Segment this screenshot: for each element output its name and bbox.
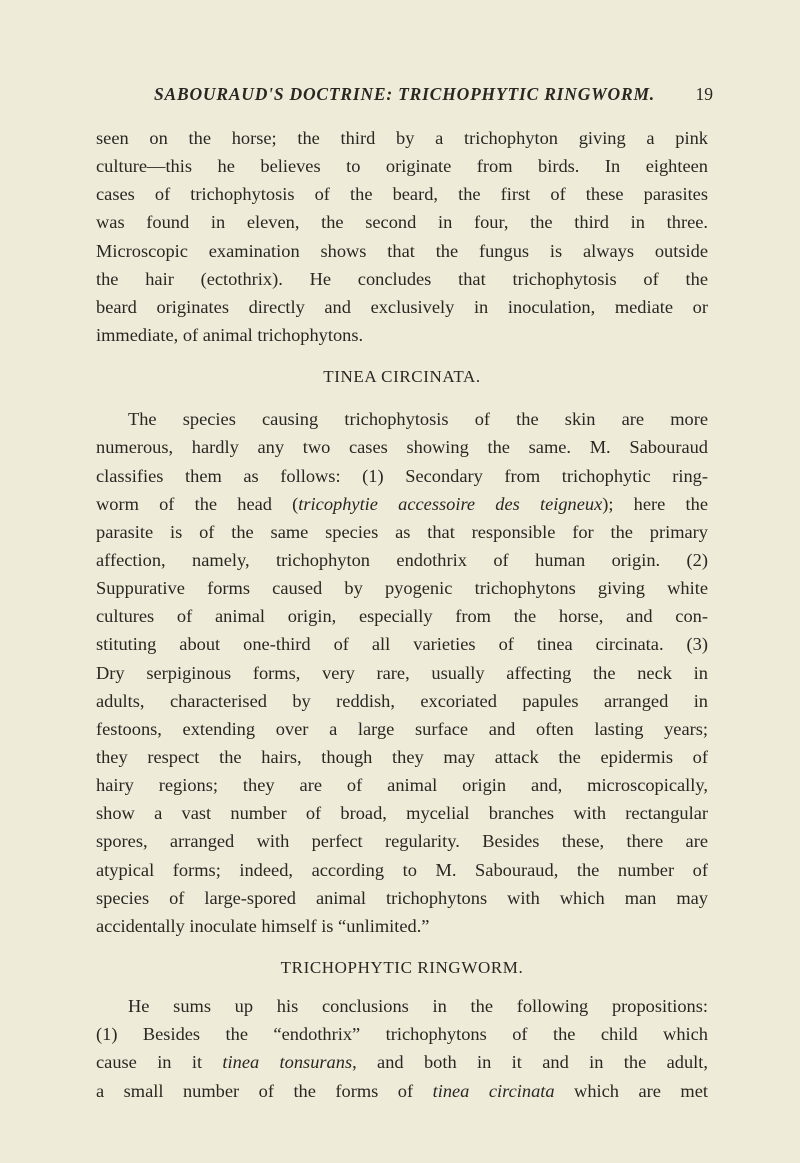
text-line: they respect the hairs, though they may attack the epidermis of [96, 746, 708, 767]
section-heading-trichophytic-ringworm: TRICHOPHYTIC RINGWORM. [280, 957, 524, 977]
running-title: SABOURAUD'S DOCTRINE: TRICHOPHYTIC RINGWORM. [154, 84, 655, 104]
page-header [96, 84, 713, 110]
text-line: was found in eleven, the second in four, the third in three. [96, 212, 708, 233]
text-line: classifies them as follows: (1) Secondary from trichophytic ring- [96, 465, 708, 486]
text-line: immediate, of animal trichophytons. [96, 324, 364, 345]
text-line: species of large-spored animal trichophytons with which man may [96, 887, 708, 908]
text-line: hairy regions; they are of animal origin and, microscopically, [96, 775, 708, 796]
text-line: adults, characterised by reddish, excoriated papules arranged in [96, 690, 708, 711]
italic-term: tinea tonsurans [222, 1052, 353, 1073]
text-line: stituting about one-third of all varieties of tinea circinata. (3) [96, 634, 708, 655]
text-line: cause in it tinea tonsurans, and both in it and in the adult, [96, 1052, 708, 1073]
text-line: affection, namely, trichophyton endothrix of human origin. (2) [96, 549, 708, 570]
text-line: cultures of animal origin, especially from the horse, and con- [96, 606, 708, 627]
page-body [96, 124, 708, 1105]
text-line: Dry serpiginous forms, very rare, usually affecting the neck in [96, 662, 708, 683]
text-line: Suppurative forms caused by pyogenic trichophytons giving white [96, 578, 708, 599]
paragraph-3 [96, 992, 708, 1105]
text-line: the hair (ectothrix). He concludes that trichophytosis of the [96, 268, 708, 289]
italic-term: tinea circinata [432, 1080, 555, 1101]
text-line: worm of the head (tricophytie accessoire des teigneux); here the [96, 493, 708, 514]
text-line: beard originates directly and exclusively in inoculation, mediate or [96, 296, 708, 317]
text-line: show a vast number of broad, mycelial branches with rectangular [96, 803, 708, 824]
text-line: parasite is of the same species as that responsible for the primary [96, 521, 708, 542]
text-line: accidentally inoculate himself is “unlimited.” [96, 915, 430, 936]
text-line: festoons, extending over a large surface and often lasting years; [96, 718, 708, 739]
text-line: (1) Besides the “endothrix” trichophytons of the child which [96, 1024, 708, 1045]
section-heading-tinea-circinata: TINEA CIRCINATA. [323, 367, 481, 387]
text-line: numerous, hardly any two cases showing the same. M. Sabouraud [96, 437, 708, 458]
italic-term: tricophytie accessoire des teigneux [298, 493, 603, 514]
text-line: atypical forms; indeed, according to M. Sabouraud, the number of [96, 859, 708, 880]
page-number: 19 [695, 84, 713, 104]
text-line: He sums up his conclusions in the following propositions: [128, 996, 708, 1017]
paragraph-2 [96, 405, 708, 940]
text-line: The species causing trichophytosis of the skin are more [128, 409, 708, 430]
text-line: culture—this he believes to originate from birds. In eighteen [96, 156, 708, 177]
text-line: a small number of the forms of tinea circinata which are met [96, 1080, 709, 1101]
text-line: Microscopic examination shows that the fungus is always outside [96, 240, 708, 261]
text-line: cases of trichophytosis of the beard, the first of these parasites [96, 184, 708, 205]
text-line: spores, arranged with perfect regularity. Besides these, there are [96, 831, 708, 852]
text-line: seen on the horse; the third by a trichophyton giving a pink [96, 128, 708, 148]
paragraph-1 [96, 124, 708, 349]
